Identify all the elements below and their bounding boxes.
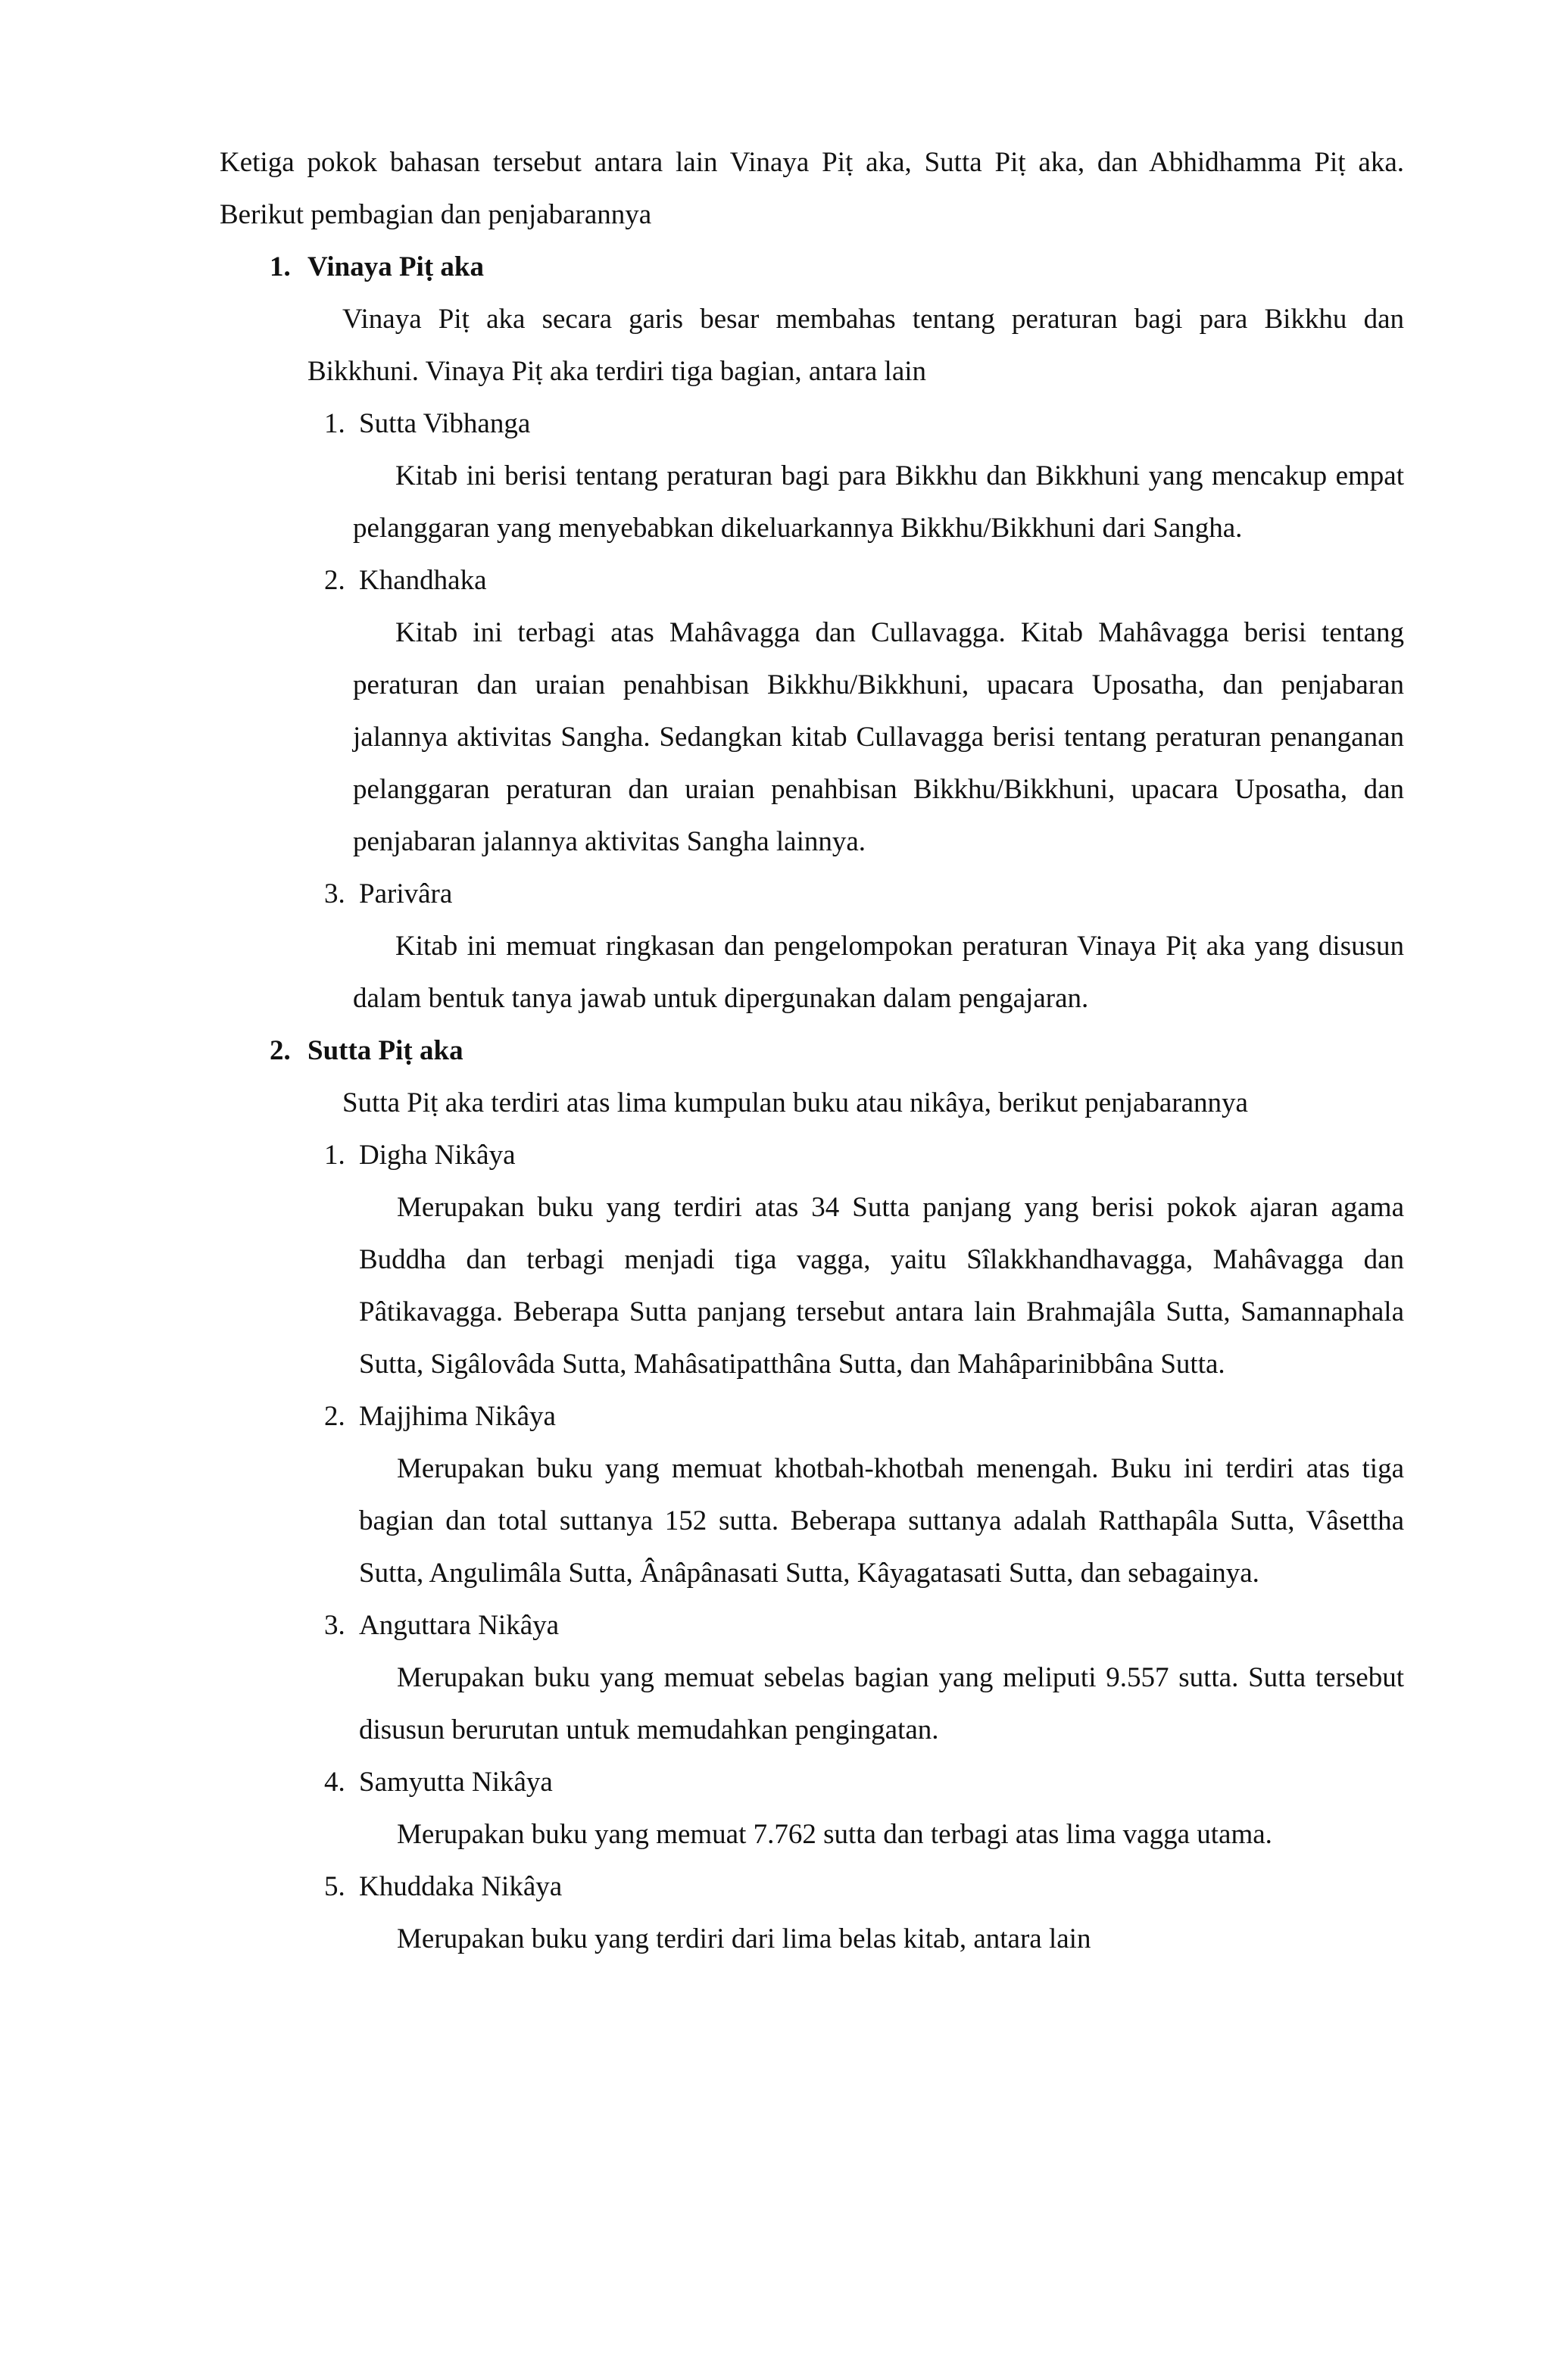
section-heading-vinaya [270, 241, 1404, 293]
item-title: Khandhaka [359, 565, 487, 596]
item-title: Sutta Vibhanga [359, 408, 531, 439]
item-number: 4. [324, 1767, 345, 1798]
item-number: 2. [324, 565, 345, 596]
item-title: Parivâra [359, 878, 453, 909]
section-title: Vinaya Piṭ aka [307, 251, 484, 282]
item-number: 1. [324, 408, 345, 439]
item-title: Anguttara Nikâya [359, 1610, 560, 1641]
item-paragraph: Merupakan buku yang terdiri atas 34 Sutta panjang yang berisi pokok ajaran agama Buddha dan terbagi menjadi tiga vagga, yaitu Sîlakkhandhavagga, Mahâvagga dan Pâtikavagga. Beberapa Sutta panjang tersebut antara lain Brahmajâla Sutta, Samannaphala Sutta, Sigâlovâda Sutta, Mahâsatipatthâna Sutta, dan Mahâparinibbâna Sutta. [359, 1192, 1404, 1380]
item-number: 3. [324, 1610, 345, 1641]
item-number: 3. [324, 878, 345, 909]
item-heading [324, 1129, 1404, 1181]
item-heading [324, 868, 1404, 920]
item-title: Khuddaka Nikâya [359, 1871, 563, 1902]
item-number: 1. [324, 1140, 345, 1171]
item-heading [324, 1599, 1404, 1652]
item-heading [324, 1756, 1404, 1808]
item-paragraph: Kitab ini terbagi atas Mahâvagga dan Cullavagga. Kitab Mahâvagga berisi tentang peraturan dan uraian penahbisan Bikkhu/Bikkhuni, upacara Uposatha, dan penjabaran jalannya aktivitas Sangha. Sedangkan kitab Cullavagga berisi tentang peraturan penanganan pelanggaran peraturan dan uraian penahbisan Bikkhu/Bikkhuni, upacara Uposatha, dan penjabaran jalannya aktivitas Sangha lainnya. [353, 617, 1404, 857]
document-body [220, 136, 1404, 1965]
item-title: Samyutta Nikâya [359, 1767, 553, 1798]
item-paragraph: Merupakan buku yang memuat 7.762 sutta dan terbagi atas lima vagga utama. [397, 1819, 1272, 1850]
item-paragraph: Kitab ini memuat ringkasan dan pengelompokan peraturan Vinaya Piṭ aka yang disusun dalam bentuk tanya jawab untuk dipergunakan dalam pengajaran. [353, 931, 1404, 1014]
item-heading [324, 554, 1404, 607]
item-title: Digha Nikâya [359, 1140, 516, 1171]
item-heading [324, 398, 1404, 450]
section-title: Sutta Piṭ aka [307, 1035, 463, 1066]
section-number: 1. [270, 251, 291, 282]
item-paragraph: Kitab ini berisi tentang peraturan bagi para Bikkhu dan Bikkhuni yang mencakup empat pelanggaran yang menyebabkan dikeluarkannya Bikkhu/Bikkhuni dari Sangha. [353, 460, 1404, 544]
item-title: Majjhima Nikâya [359, 1401, 556, 1432]
section-description: Sutta Piṭ aka terdiri atas lima kumpulan buku atau nikâya, berikut penjabarannya [342, 1087, 1248, 1118]
item-number: 5. [324, 1871, 345, 1902]
item-heading [324, 1390, 1404, 1443]
section-description: Vinaya Piṭ aka secara garis besar membahas tentang peraturan bagi para Bikkhu dan Bikkhuni. Vinaya Piṭ aka terdiri tiga bagian, antara lain [307, 304, 1404, 387]
intro-paragraph: Ketiga pokok bahasan tersebut antara lain Vinaya Piṭ aka, Sutta Piṭ aka, dan Abhidhamma Piṭ aka. Berikut pembagian dan penjabarannya [220, 147, 1404, 230]
section-number: 2. [270, 1035, 291, 1066]
item-heading [324, 1861, 1404, 1913]
item-paragraph: Merupakan buku yang memuat khotbah-khotbah menengah. Buku ini terdiri atas tiga bagian dan total suttanya 152 sutta. Beberapa suttanya adalah Ratthapâla Sutta, Vâsettha Sutta, Angulimâla Sutta, Ânâpânasati Sutta, Kâyagatasati Sutta, dan sebagainya. [359, 1453, 1404, 1589]
section-heading-sutta [270, 1025, 1404, 1077]
item-paragraph: Merupakan buku yang memuat sebelas bagian yang meliputi 9.557 sutta. Sutta tersebut disusun berurutan untuk memudahkan pengingatan. [359, 1662, 1404, 1745]
item-number: 2. [324, 1401, 345, 1432]
item-paragraph: Merupakan buku yang terdiri dari lima belas kitab, antara lain [397, 1923, 1091, 1954]
